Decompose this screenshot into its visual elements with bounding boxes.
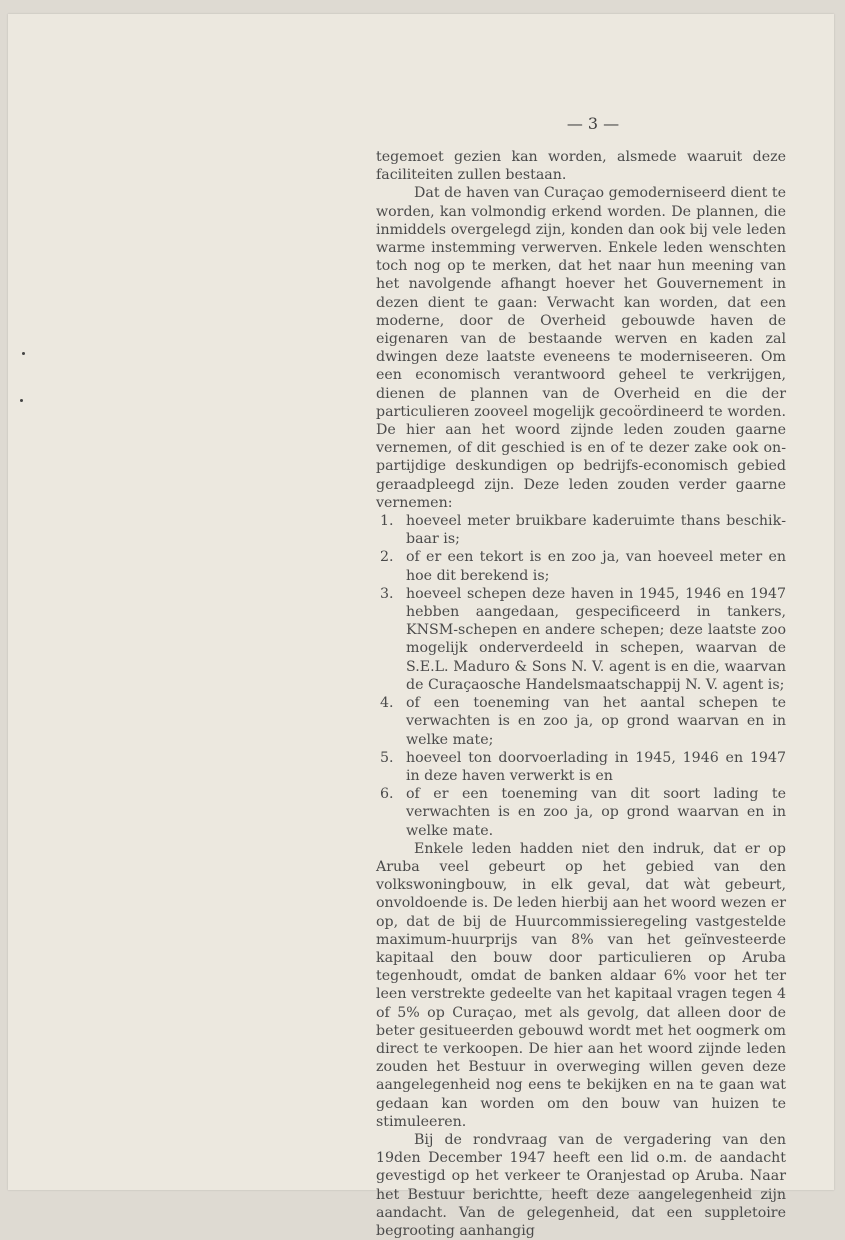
list-item	[376, 548, 786, 584]
list-number: 4.	[380, 695, 394, 712]
list-text: hoeveel ton doorvoerlading in 1945, 1946 en 1947 in deze haven verwerkt is en	[406, 749, 786, 784]
page-number: — 3 —	[566, 114, 620, 133]
list-item	[376, 749, 786, 785]
list-number: 2.	[380, 549, 394, 566]
list-item	[376, 694, 786, 749]
document-page	[8, 14, 834, 1239]
speck-mark	[20, 399, 23, 402]
speck-mark	[22, 352, 25, 355]
list-item	[376, 512, 786, 548]
question-list	[376, 512, 786, 840]
list-item	[376, 785, 786, 840]
list-number: 3.	[380, 585, 394, 602]
list-text: hoeveel schepen deze haven in 1945, 1946 en 1947 hebben aangedaan, gespecificeerd in tankers, KNSM-schepen en andere schepen; deze laatste zoo mogelijk onderverdeeld in schepen, waarvan de S.E.L. Maduro & Sons N. V. agent is en die, waarvan de Curaçaosche Handelsmaatschappij N. V. agent is;	[406, 585, 786, 693]
paragraph: Bij de rondvraag van de vergadering van den 19den December 1947 heeft een lid o.m. de aandacht gevestigd op het verkeer te Oranjestad op Aruba. Naar het Bestuur berichtte, heeft deze aangelegenheid zijn aandacht. Van de gelegenheid, dat een suppletoire begrooting aanhangig	[376, 1131, 786, 1239]
paragraph: Dat de haven van Curaçao gemoderniseerd dient te worden, kan volmondig erkend worden. De plannen, die inmiddels overgelegd zijn, konden dan ook bij vele leden warme instemming verwerven. Enkele leden wenschten toch nog op te merken, dat het naar hun meening van het navolgende afhangt hoever het Gouvernement in dezen dient te gaan: Verwacht kan worden, dat een moderne, door de Overheid gebouwde haven de eigenaren van de bestaande werven en kaden zal dwingen deze laatste eveneens te moderniseeren. Om een economisch verantwoord geheel te verkrijgen, dienen de plannen van de Overheid en die der particulieren zooveel mogelijk gecoördineerd te worden. De hier aan het woord zijnde leden zouden gaarne vernemen, of dit geschied is en of te dezer zake ook onpartijdige deskundigen op bedrijfs-economisch gebied geraadpleegd zijn. Deze leden zouden verder gaarne vernemen:	[376, 185, 786, 511]
paragraph: tegemoet gezien kan worden, alsmede waaruit deze faciliteiten zullen bestaan.	[376, 149, 786, 184]
paragraph: Enkele leden hadden niet den indruk, dat er op Aruba veel gebeurt op het gebied van den volkswoningbouw, in elk geval, dat wàt gebeurt, onvoldoende is. De leden hierbij aan het woord wezen er op, dat de bij de Huurcommissieregeling vastgestelde maximum-huurprijs van 8% van het geïnvesteerde kapitaal den bouw door particulieren op Aruba tegenhoudt, omdat de banken aldaar 6% voor het ter leen verstrekte gedeelte van het kapitaal vragen tegen 4 of 5% op Curaçao, met als gevolg, dat alleen door de beter gesitueerden gebouwd wordt met het oogmerk om direct te verkoopen. De hier aan het woord zijnde leden zouden het Bestuur in overweging willen geven deze aangelegenheid nog eens te bekijken en na te gaan wat gedaan kan worden om den bouw van huizen te stimuleeren.	[376, 840, 786, 1130]
list-number: 5.	[380, 749, 394, 766]
list-text: hoeveel meter bruikbare kaderuimte thans beschikbaar is;	[406, 513, 786, 548]
list-text: of er een tekort is en zoo ja, van hoeveel meter en hoe dit berekend is;	[406, 549, 786, 584]
list-number: 1.	[380, 513, 394, 530]
list-number: 6.	[380, 786, 394, 803]
list-text: of er een toeneming van dit soort lading te verwachten is en zoo ja, op grond waarvan en in welke mate.	[406, 786, 786, 839]
list-text: of een toeneming van het aantal schepen te verwachten is en zoo ja, op grond waarvan en in welke mate;	[406, 695, 786, 748]
list-item	[376, 585, 786, 694]
body-text	[376, 148, 786, 1240]
